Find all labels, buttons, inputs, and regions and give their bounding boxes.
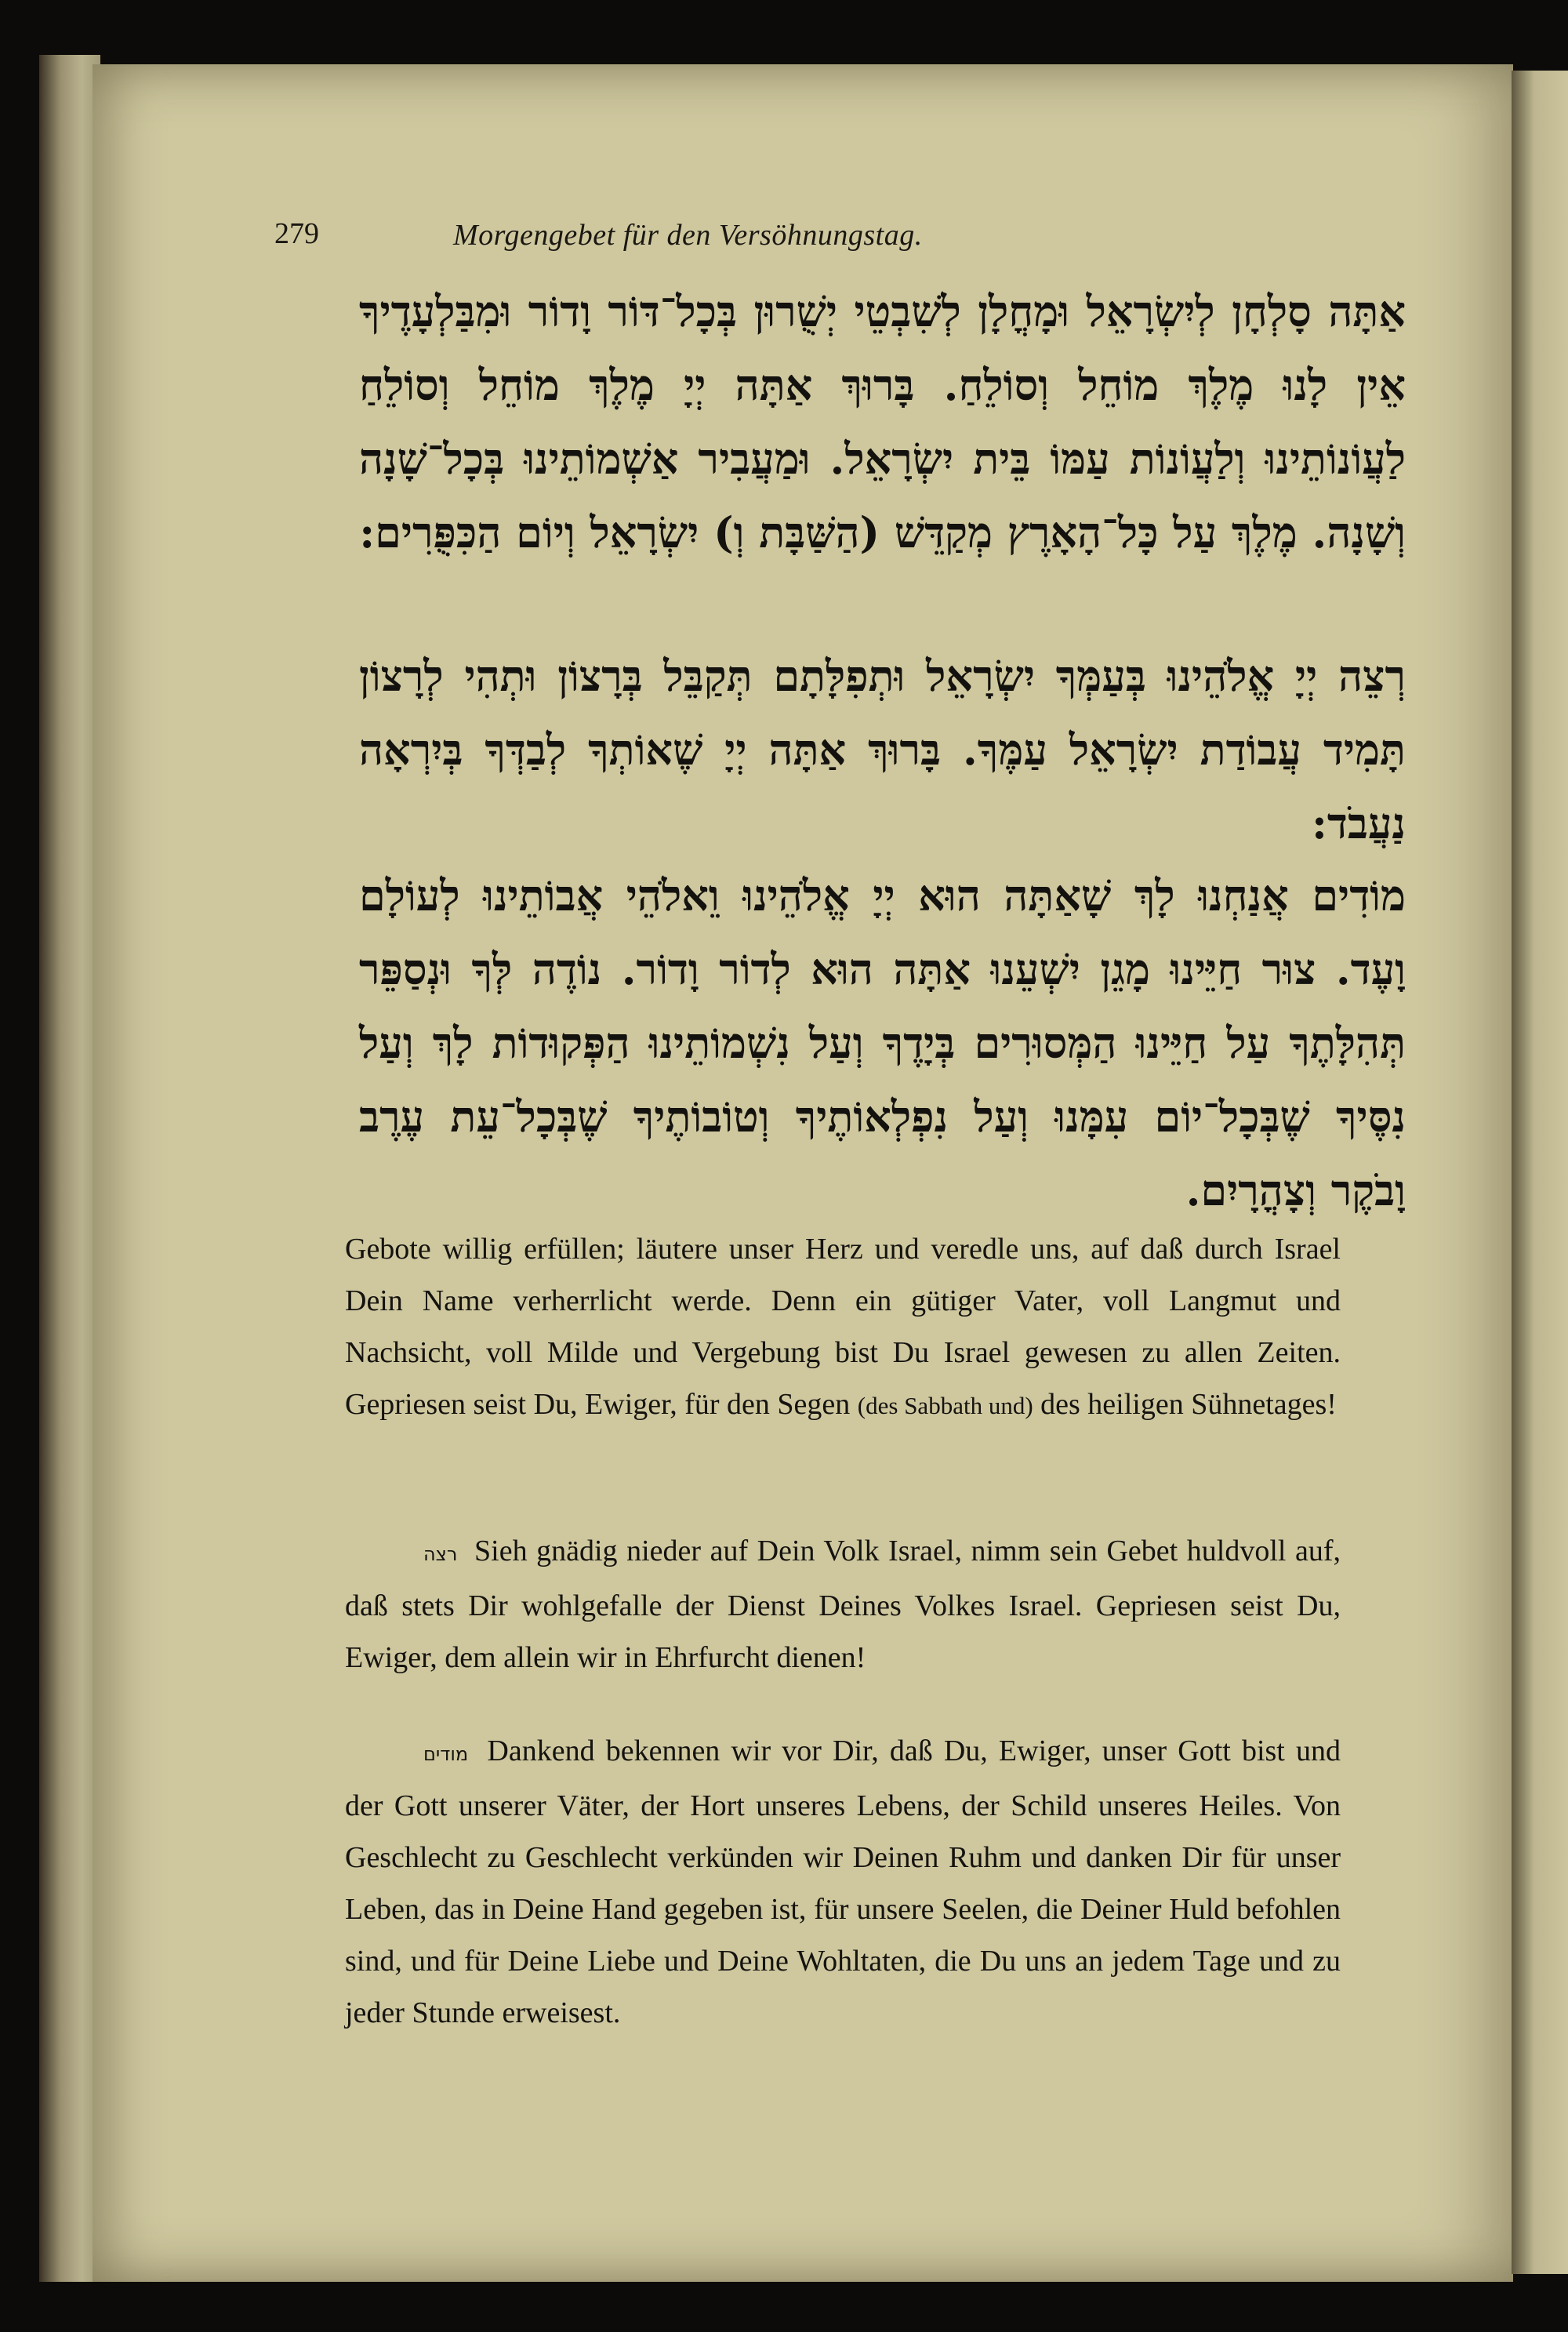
hebrew-paragraph-2: רְצֵה יְיָ אֱלֹהֵינוּ בְּעַמְּךָ יִשְׂרָאֵל וּתְפִלָּתָם תְּקַבֵּל בְּרָצוֹן וּתְהִי לְרָצוֹן תָּמִיד עֲבוֹדַת יִשְׂרָאֵל עַמֶּךָ. בָּרוּךְ אַתָּה יְיָ שֶׁאוֹתְךָ לְבַדְּךָ בְּיִרְאָה נַעֲבֹד: — [359, 651, 1406, 848]
page-number: 279 — [274, 217, 319, 250]
hebrew-cue-retzeh: רצה — [423, 1543, 458, 1565]
next-page-edge — [1512, 71, 1568, 2274]
running-title: Morgengebet für den Versöhnungstag. — [453, 219, 923, 252]
german-paragraph-1-parenthetical: (des Sabbath und) — [857, 1392, 1033, 1419]
hebrew-cue-modim: מודים — [423, 1743, 469, 1765]
german-paragraph-2 — [345, 1525, 1341, 1729]
german-paragraph-3 — [345, 1725, 1341, 2039]
german-paragraph-1-text: Gebote willig erfüllen; läutere unser Herz und veredle uns, auf daß durch Israel Dein Name verherrlicht werde. Denn ein gütiger Vater, voll Langmut und Nachsicht, voll Milde und Vergebung bist Du Israel gewesen zu allen Zeiten. Gepriesen seist Du, Ewiger, für den Segen — [345, 1233, 1341, 1421]
page-header — [274, 216, 1160, 263]
german-paragraph-1-end: des heiligen Sühnetages! — [1040, 1388, 1337, 1421]
german-paragraph-2-text: Sieh gnädig nieder auf Dein Volk Israel, nimm sein Gebet huldvoll auf, daß stets Dir wohlgefalle der Dienst Deines Volkes Israel. Gepriesen seist Du, Ewiger, dem allein wir in Ehrfurcht dienen! — [345, 1535, 1341, 1674]
hebrew-paragraph-3: מוֹדִים אֲנַחְנוּ לָךְ שָׁאַתָּה הוּא יְיָ אֱלֹהֵינוּ וֵאלֹהֵי אֲבוֹתֵינוּ לְעוֹלָם וָעֶד. צוּר חַיֵּינוּ מָגֵן יִשְׁעֵנוּ אַתָּה הוּא לְדוֹר וָדוֹר. נוֹדֶה לְּךָ וּנְסַפֵּר תְּהִלָּתֶךָ עַל חַיֵּינוּ הַמְּסוּרִים בְּיָדֶךָ וְעַל נִשְׁמוֹתֵינוּ הַפְּקוּדוֹת לָךְ וְעַל נִסֶּיךָ שֶׁבְּכָל־יוֹם עִמָּנוּ וְעַל נִפְלְאוֹתֶיךָ וְטוֹבוֹתֶיךָ שֶׁבְּכָל־עֵת עֶרֶב וָבֹקֶר וְצָהֳרָיִם. — [359, 870, 1406, 1215]
german-paragraph-1 — [345, 1223, 1341, 1525]
hebrew-paragraph-1: אַתָּה סָלְחָן לְיִשְׂרָאֵל וּמָחֳלָן לְשִׁבְטֵי יְשֻׁרוּן בְּכָל־דּוֹר וָדוֹר וּמִבַּלְעָדֶיךָ אֵין לָנוּ מֶלֶךְ מוֹחֵל וְסוֹלֵחַ. בָּרוּךְ אַתָּה יְיָ מֶלֶךְ מוֹחֵל וְסוֹלֵחַ לַעֲוֹנוֹתֵינוּ וְלַעֲוֹנוֹת עַמּוֹ בֵּית יִשְׂרָאֵל. וּמַעֲבִיר אַשְׁמוֹתֵינוּ בְּכָל־שָׁנָה וְשָׁנָה. מֶלֶךְ עַל כָּל־הָאָרֶץ מְקַדֵּשׁ (הַשַּׁבָּת וְ) יִשְׂרָאֵל וְיוֹם הַכִּפֻּרִים: — [359, 286, 1406, 558]
book-edge-left — [39, 55, 100, 2282]
german-paragraph-3-text: Dankend bekennen wir vor Dir, daß Du, Ewiger, unser Gott bist und der Gott unserer Väter, der Hort unseres Lebens, der Schild unseres Heiles. Von Geschlecht zu Geschlecht verkünden wir Deinen Ruhm und danken Dir für unser Leben, das in Deine Hand gegeben ist, für unsere Seelen, die Deiner Huld befohlen sind, und für Deine Liebe und Deine Wohltaten, die Du uns an jedem Tage und zu jeder Stunde erweisest. — [345, 1734, 1341, 2029]
